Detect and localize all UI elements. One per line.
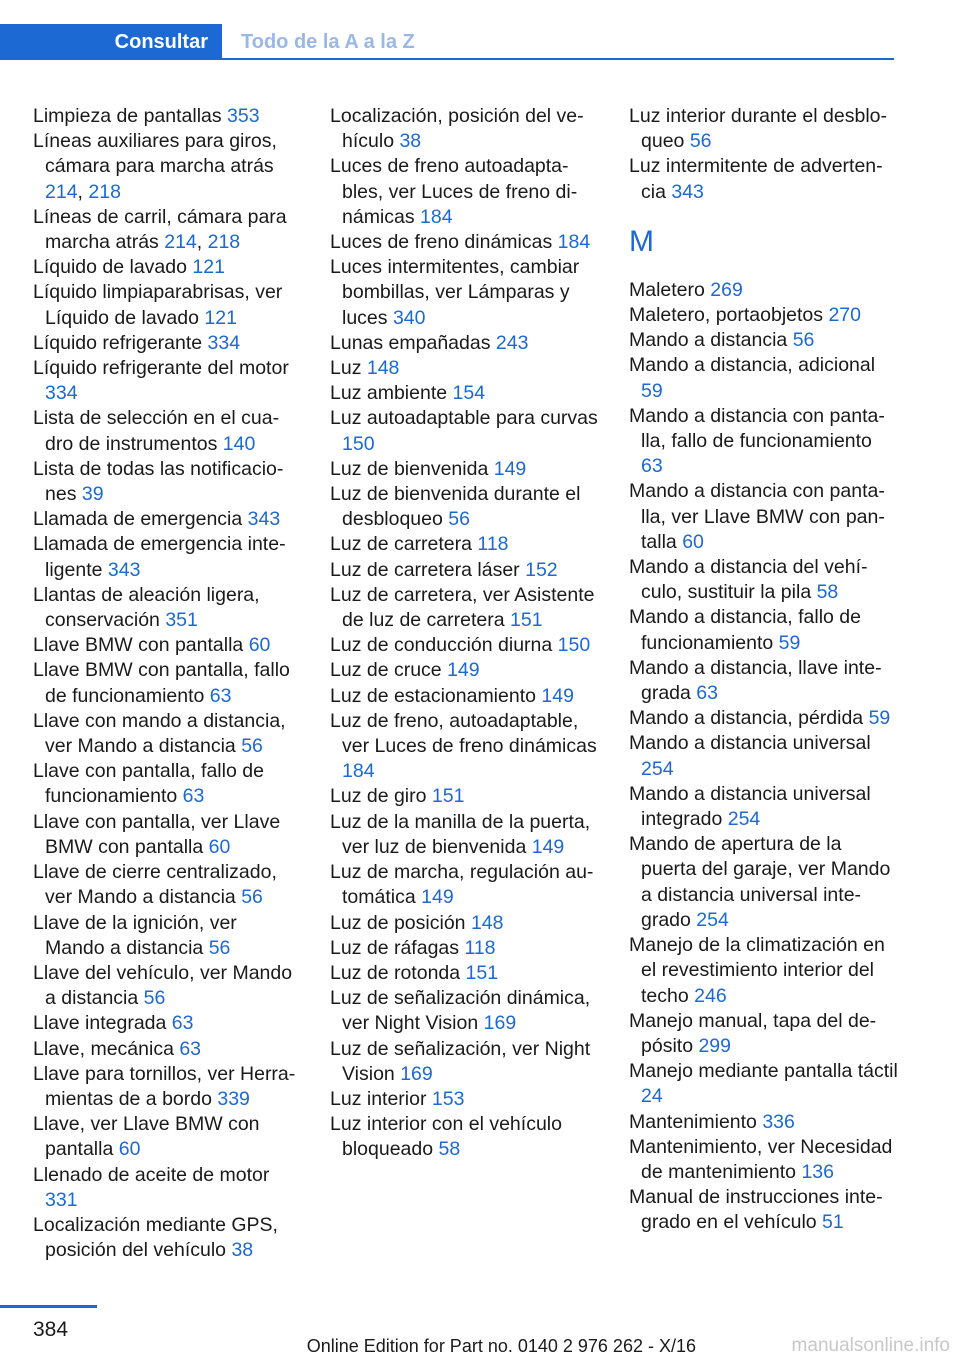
page-reference-link[interactable]: 243 [495,331,529,354]
page-reference-link[interactable]: 254 [727,808,761,831]
index-entry-text: Maletero [629,278,711,301]
index-entry-text: Luz de estacionamiento [330,684,542,707]
index-entry [629,404,899,480]
index-entry-text: Lista de todas las notificaciones [33,457,284,506]
index-entry-text: Luz de la manilla de la puerta, ver luz de bienvenida [330,810,591,858]
page-reference-link[interactable]: 136 [801,1160,834,1183]
header-divider [222,58,894,60]
index-entry-text: Luz de carretera láser [330,558,526,581]
index-entry [330,583,598,633]
index-entry [629,1059,899,1109]
page-reference-link[interactable]: 38 [399,130,422,153]
index-entry [629,706,899,731]
page-reference-link[interactable]: 214 [164,231,197,254]
index-entry [33,860,299,910]
index-entry-text: Luz de conducción diurna [330,634,558,657]
page-reference-link[interactable]: 270 [828,304,861,327]
index-entry [330,633,598,658]
page-reference-link[interactable]: 150 [557,634,591,657]
page-header [0,0,960,62]
footer-edition: Online Edition for Part no. 0140 2 976 262 - X/16 [306,1336,696,1356]
index-entry [33,1112,299,1162]
page-reference-link[interactable]: 149 [447,659,480,682]
index-entry [33,1037,299,1062]
index-entry [629,328,899,353]
index-entry-text: Lista de selección en el cuadro de instrumentos [33,407,280,455]
page-reference-link[interactable]: 149 [421,886,454,909]
index-entry-text: Luz de bienvenida [330,457,494,480]
index-entry-text: Luz de carretera, ver Asistente de luz de carretera [330,583,595,632]
index-entry [330,1037,598,1087]
page-reference-link[interactable]: 59 [778,631,801,654]
index-entry [330,1087,598,1112]
index-entry-text: Lunas empañadas [330,331,496,354]
index-entry-text: Llave de cierre centralizado, ver Mando a distancia [33,861,277,909]
index-entry [33,532,299,582]
index-entry [33,104,299,129]
page-reference-link[interactable]: 150 [342,432,375,455]
page-reference-link[interactable]: 59 [868,707,891,730]
index-entry [629,933,899,1009]
index-entry [33,961,299,1011]
index-entry [330,961,598,986]
page-reference-link[interactable]: 63 [171,1012,194,1035]
page-reference-link[interactable]: 56 [208,936,231,959]
index-entry [33,583,299,633]
page-reference-link[interactable]: 148 [470,911,504,934]
index-entry [629,1185,899,1235]
index-entry [629,154,899,204]
index-entry-text: Luz de freno, autoadaptable, ver Luces de freno dinámicas [330,709,597,758]
page-reference-link[interactable]: 214 [45,180,78,203]
page-reference-link[interactable]: 339 [217,1087,250,1110]
index-entry-text: Líneas auxiliares para giros, cámara para marcha atrás [33,130,277,178]
page-reference-link[interactable]: 60 [208,835,231,858]
page-reference-link[interactable]: 218 [207,231,241,254]
page-reference-link[interactable]: 118 [464,936,496,959]
page-reference-link[interactable]: 334 [207,331,241,354]
index-entry-text: Luz interior durante el desbloqueo [629,105,887,153]
page-reference-link[interactable]: 149 [493,457,527,480]
index-entry [33,255,299,280]
index-entry-text: Llamada de emergencia inteligente [33,533,286,581]
page-reference-link[interactable]: 60 [248,634,271,657]
page-reference-link[interactable]: 336 [762,1110,795,1133]
page-reference-link[interactable]: 149 [531,835,565,858]
index-entry-text: Mando a distancia [629,329,793,352]
page-reference-link[interactable]: 56 [792,329,815,352]
index-entry-text: Luz ambiente [330,382,453,405]
tab-todo-de-la-a-a-la-z[interactable]: Todo de la A a la Z [241,31,415,53]
index-entry [330,936,598,961]
index-entry-text: Mando a distancia, llave integrada [629,656,882,705]
page-reference-link[interactable]: 151 [510,609,543,632]
page-reference-link[interactable]: 60 [682,530,704,553]
footer-watermark: manualsonline.info [791,1335,950,1356]
page-reference-link[interactable]: 334 [45,382,78,405]
index-entry-text: Luz de giro [330,785,432,808]
page-reference-link[interactable]: 343 [671,180,704,203]
index-entry-text: Luz de señalización, ver Night Vision [330,1037,591,1085]
index-entry [330,532,598,557]
index-entry-text: Manejo mediante pantalla táctil [629,1060,898,1083]
page-reference-link[interactable]: 63 [641,455,663,478]
page-reference-link[interactable]: 121 [204,306,237,329]
index-column-2 [330,104,598,1163]
page-reference-link[interactable]: 151 [431,785,465,808]
index-entry [33,1163,299,1213]
page-reference-link[interactable]: 353 [227,105,260,127]
index-entry [33,129,299,205]
index-entry [629,353,899,403]
index-entry-text: Líneas de carril, cámara para marcha atrás [33,205,287,254]
index-entry [330,709,598,785]
index-entry [33,911,299,961]
page-reference-link[interactable]: 254 [696,908,729,931]
page-number: 384 [33,1318,69,1341]
index-entry-text: Llantas de aleación ligera, conservación [33,583,260,632]
page-reference-link[interactable]: 51 [822,1211,844,1234]
index-entry-text: Luz de señalización dinámica, ver Night Vision [330,987,591,1035]
index-entry-text: Localización, posición del vehículo [330,105,584,153]
page-reference-link[interactable]: 299 [698,1034,731,1057]
page-reference-link[interactable]: 56 [143,987,166,1010]
index-entry-text: Luces de freno dinámicas [330,231,558,254]
page-reference-link[interactable]: 184 [557,231,591,254]
index-entry [330,860,598,910]
index-entry-text: Luz de rotonda [330,961,466,984]
index-entry [330,154,598,230]
index-entry [33,1213,299,1263]
index-entry-text: Manual de instrucciones integrado en el vehículo [629,1186,883,1234]
index-entry-text: Luces intermitentes, cambiar bombillas, ver Lámparas y luces [330,256,580,329]
index-entry [33,1062,299,1112]
index-entry-text: Llave BMW con pantalla, fallo de funcionamiento [33,659,290,707]
index-entry-text: Localización mediante GPS, posición del vehículo [33,1213,278,1262]
index-entry-text: Mando a distancia, adicional [629,354,876,377]
index-entry [629,104,899,154]
index-entry [33,709,299,759]
index-entry-text: Luz [330,357,367,380]
page-reference-link[interactable]: 340 [392,306,426,329]
index-entry [33,633,299,658]
index-entry [330,406,598,456]
index-entry [330,356,598,381]
page-reference-link[interactable]: 152 [525,558,558,581]
page-reference-link[interactable]: 184 [420,205,453,228]
page-reference-link[interactable]: 218 [88,180,121,203]
index-entry [33,205,299,255]
index-entry-text: Llave con mando a distancia, ver Mando a distancia [33,709,286,758]
index-entry-text: Luz de cruce [330,659,448,682]
index-entry-text: Manejo manual, tapa del depósito [629,1009,877,1057]
page-reference-link[interactable]: 63 [182,785,205,808]
index-entry-text: Líquido de lavado [33,256,193,279]
index-entry-text: Luz intermitente de advertencia [629,155,883,203]
index-entry [33,810,299,860]
page-reference-link[interactable]: 38 [231,1239,254,1262]
index-entry-text: Luces de freno autoadaptables, ver Luces de freno dinámicas [330,155,578,228]
index-entry [629,1009,899,1059]
page-reference-link[interactable]: 56 [241,886,263,909]
index-entry [33,280,299,330]
index-entry [330,784,598,809]
page-reference-link[interactable]: 184 [342,760,375,783]
index-entry-text: Maletero, portaobjetos [629,304,829,327]
index-entry-text: Mando de apertura de la puerta del garaje, ver Mando a distancia universal integrado [629,833,891,931]
page-reference-link[interactable]: 56 [241,735,263,758]
index-entry [33,1011,299,1036]
page-reference-link[interactable]: 140 [222,432,256,455]
index-entry [33,759,299,809]
page-reference-link[interactable]: 148 [366,357,400,380]
index-entry-text: Luz autoadaptable para curvas [330,407,598,430]
index-entry-text: Mando a distancia universal [629,732,871,755]
index-entry-text: Llave con pantalla, ver Llave BMW con pantalla [33,810,281,858]
index-letter-heading: M [629,224,654,258]
index-entry-text: Mando a distancia, fallo de funcionamiento [629,606,861,654]
index-entry [629,1110,899,1135]
index-entry-text: Luz de carretera [330,533,478,556]
index-entry [330,482,598,532]
index-entry [33,658,299,708]
tab-consultar[interactable]: Consultar [0,24,222,60]
index-entry-text: Mando a distancia con pantalla, fallo de funcionamiento [629,404,885,453]
index-entry [330,457,598,482]
index-entry [33,406,299,456]
index-entry-text: Llave, mecánica [33,1037,180,1060]
page-reference-link[interactable]: 58 [816,581,839,604]
index-entry-text: Luz de posición [330,911,471,934]
index-entry-text: Mantenimiento [629,1110,763,1133]
page-reference-link[interactable]: 58 [438,1138,461,1161]
page-reference-link[interactable]: 269 [710,278,743,301]
index-entry-text: Luz de marcha, regulación automática [330,861,594,909]
index-entry [330,658,598,683]
index-entry-text: Luz interior [330,1087,432,1110]
page-reference-link[interactable]: 118 [477,533,509,556]
index-entry [629,278,899,303]
index-entry-text: Limpieza de pantallas [33,105,228,127]
index-entry-text: Llave BMW con pantalla [33,634,249,657]
index-column-3 [629,104,899,1236]
page-reference-link[interactable]: 60 [118,1138,141,1161]
index-entry-text: Llamada de emergencia [33,508,248,531]
index-entry [629,832,899,933]
page-reference-link[interactable]: 121 [192,256,225,279]
page-reference-link[interactable]: 56 [448,508,470,531]
index-entry [629,656,899,706]
index-entry [629,479,899,555]
page-reference-link[interactable]: 331 [45,1188,78,1211]
index-entry [629,782,899,832]
page-reference-link[interactable]: 154 [452,382,486,405]
index-entry [330,1112,598,1162]
page-reference-link[interactable]: 169 [483,1012,517,1035]
index-entry-text: Llave con pantalla, fallo de funcionamiento [33,760,264,808]
index-entry [629,555,899,605]
index-entry-text: Mando a distancia con pantalla, ver Llave BMW con pantalla [629,480,885,553]
page-reference-link[interactable]: 343 [247,508,281,531]
footer-divider [0,1305,97,1308]
index-entry-text: Manejo de la climatización en el revestimiento interior del techo [629,934,885,1007]
page-reference-link[interactable]: 153 [431,1087,465,1110]
page-reference-link[interactable]: 63 [179,1037,202,1060]
page-ref-separator: , [77,180,89,203]
index-entry [33,356,299,406]
index-entry [330,684,598,709]
index-entry-text: Luz interior con el vehículo bloqueado [330,1113,562,1161]
index-entry-text: Mantenimiento, ver Necesidad de mantenimiento [629,1135,893,1183]
page-reference-link[interactable]: 59 [641,379,663,402]
page-reference-link[interactable]: 63 [696,682,718,705]
index-entry [33,457,299,507]
index-entry [330,255,598,331]
page-reference-link[interactable]: 39 [81,483,104,506]
index-entry [629,731,899,781]
index-entry [330,230,598,255]
page-reference-link[interactable]: 56 [689,130,712,153]
index-entry [33,507,299,532]
page-reference-link[interactable]: 169 [400,1062,433,1085]
index-entry-text: Luz de ráfagas [330,936,465,959]
index-entry-text: Llave del vehículo, ver Mando a distancia [33,961,293,1010]
index-entry [330,810,598,860]
index-entry-text: Llave para tornillos, ver Herramientas de a bordo [33,1062,296,1110]
page-reference-link[interactable]: 343 [107,558,141,581]
index-entry [629,303,899,328]
index-entry [330,381,598,406]
page-reference-link[interactable]: 254 [641,757,674,780]
page-reference-link[interactable]: 151 [465,961,499,984]
index-entry [330,986,598,1036]
index-entry-text: Líquido refrigerante del motor [33,357,289,380]
index-entry-text: Mando a distancia del vehículo, sustituir la pila [629,556,868,604]
page-reference-link[interactable]: 24 [641,1085,663,1108]
index-entry-text: Luz de bienvenida durante el desbloqueo [330,483,581,531]
index-entry [330,104,598,154]
index-entry [330,558,598,583]
index-entry-text: Mando a distancia, pérdida [629,707,869,730]
page-ref-separator: , [196,231,208,254]
index-entry-text: Llave integrada [33,1012,172,1035]
index-entry [33,331,299,356]
index-entry-text: Líquido limpiaparabrisas, ver Líquido de lavado [33,281,283,329]
page-reference-link[interactable]: 63 [209,684,232,707]
index-entry-text: Líquido refrigerante [33,331,208,354]
index-entry-text: Llenado de aceite de motor [33,1163,270,1186]
page-reference-link[interactable]: 246 [694,984,727,1007]
index-entry [629,605,899,655]
page-reference-link[interactable]: 149 [541,684,574,707]
index-entry [330,911,598,936]
index-entry-text: Llave, ver Llave BMW con pantalla [33,1113,260,1161]
index-entry-text: Mando a distancia universal integrado [629,782,871,831]
page-reference-link[interactable]: 351 [165,609,198,632]
index-column-1 [33,104,299,1263]
index-entry [629,1135,899,1185]
index-entry-text: Llave de la ignición, ver Mando a distancia [33,911,237,959]
index-entry [330,331,598,356]
